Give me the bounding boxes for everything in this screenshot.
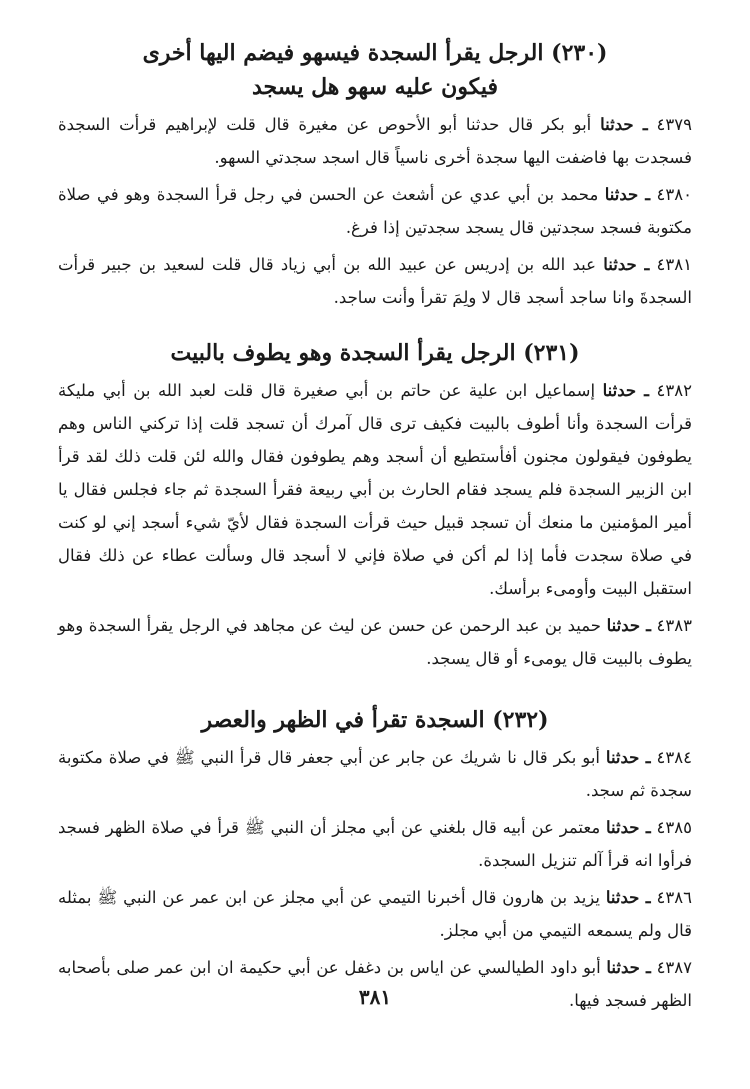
hadith-number: ٤٣٨٥: [656, 818, 692, 837]
hadith-4386: [58, 881, 692, 947]
chapter-heading-line: فيكون عليه سهو هل يسجد: [251, 74, 498, 100]
hadith-intro: ـ حدثنا: [603, 255, 650, 274]
hadith-4379: [58, 108, 692, 174]
hadith-text: حميد بن عبد الرحمن عن حسن عن ليث عن مجاهد في الرجل يقرأ السجدة وهو يطوف بالبيت قال يومىء أو قال يسجد.: [58, 616, 692, 668]
hadith-text: أبو داود الطيالسي عن اياس بن دغفل عن أبي حكيمة ان ابن عمر صلى بأصحابه الظهر فسجد فيها.: [58, 958, 692, 1010]
page-number: ٣٨١: [358, 985, 392, 1009]
hadith-4382: [58, 374, 692, 605]
hadith-text: إسماعيل ابن علية عن حاتم بن أبي صغيرة قال قلت لعبد الله بن أبي مليكة قرأت السجدة وأنا أطوف بالبيت فكيف ترى قال آمرك أن تسجد قلت إذا تركني الناس وهم يطوفون فيقولون مجنون أفأستطيع أن أسجد وهم يطوفون فقال والله لئن قلت ذلك لقد قرأ ابن الزبير السجدة فلم يسجد فقام الحارث بن أبي ربيعة فقرأ السجدة ثم جاء فجلس فقال يا أمير المؤمنين ما منعك أن تسجد قبيل حيث قرأت السجدة فقال لأيّ شيء أسجد إني لو كنت في صلاة سجدت فأما إذا لم أكن في صلاة فإني لا أسجد قال وسألت عطاء عن ذلك فقال استقبل البيت وأومىء برأسك.: [58, 381, 692, 598]
hadith-4384: [58, 741, 692, 807]
hadith-text: معتمر عن أبيه قال بلغني عن أبي مجلز أن النبي ﷺ قرأ في صلاة الظهر فسجد فرأوا انه قرأ آلم تنزيل السجدة.: [58, 818, 692, 870]
chapter-heading-232: [58, 703, 692, 737]
hadith-intro: ـ حدثنا: [605, 888, 651, 907]
hadith-number: ٤٣٨٠: [656, 185, 692, 204]
hadith-intro: ـ حدثنا: [600, 115, 648, 134]
hadith-number: ٤٣٨٤: [656, 748, 692, 767]
hadith-text: عبد الله بن إدريس عن عبيد الله بن أبي زياد قال قلت لسعيد بن جبير قرأت السجدةَ وانا ساجد أسجد قال لا ولِمَ تقرأ وأنت ساجد.: [58, 255, 692, 307]
hadith-4383: [58, 609, 692, 675]
hadith-4380: [58, 178, 692, 244]
hadith-number: ٤٣٨٣: [656, 616, 692, 635]
hadith-number: ٤٣٨٦: [656, 888, 692, 907]
hadith-number: ٤٣٨٧: [656, 958, 693, 977]
hadith-text: محمد بن أبي عدي عن أشعث عن الحسن في رجل قرأ السجدة وهو في صلاة مكتوبة فسجد سجدتين قال يسجد سجدتين إذا فرغ.: [58, 185, 692, 237]
hadith-intro: ـ حدثنا: [606, 818, 651, 837]
chapter-heading-line: (٢٣١) الرجل يقرأ السجدة وهو يطوف بالبيت: [170, 340, 580, 366]
hadith-intro: ـ حدثنا: [602, 381, 649, 400]
hadith-number: ٤٣٨١: [656, 255, 692, 274]
hadith-text: أبو بكر قال حدثنا أبو الأحوص عن مغيرة قال قلت لإبراهيم قرأت السجدة فسجدت بها فاضفت اليها سجدة أخرى ناسياً قال اسجد سجدتي السهو.: [58, 115, 692, 167]
chapter-heading-line: (٢٣٠) الرجل يقرأ السجدة فيسهو فيضم اليها أخرى: [142, 40, 608, 66]
hadith-number: ٤٣٨٢: [656, 381, 692, 400]
hadith-4385: [58, 811, 692, 877]
book-page: [58, 36, 692, 1017]
hadith-intro: ـ حدثنا: [606, 616, 651, 635]
hadith-text: أبو بكر قال نا شريك عن جابر عن أبي جعفر قال قرأ النبي ﷺ في صلاة مكتوبة سجدة ثم سجد.: [58, 748, 692, 800]
hadith-intro: ـ حدثنا: [605, 748, 651, 767]
hadith-number: ٤٣٧٩: [656, 115, 692, 134]
chapter-heading-231: [58, 336, 692, 370]
hadith-4381: [58, 248, 692, 314]
hadith-text: يزيد بن هارون قال أخبرنا التيمي عن أبي مجلز عن ابن عمر عن النبي ﷺ بمثله قال ولم يسمعه التيمي من أبي مجلز.: [58, 888, 692, 940]
chapter-heading-230: [58, 36, 692, 104]
chapter-heading-line: (٢٣٢) السجدة تقرأ في الظهر والعصر: [201, 707, 549, 733]
hadith-intro: ـ حدثنا: [604, 185, 651, 204]
hadith-intro: ـ حدثنا: [606, 958, 651, 977]
